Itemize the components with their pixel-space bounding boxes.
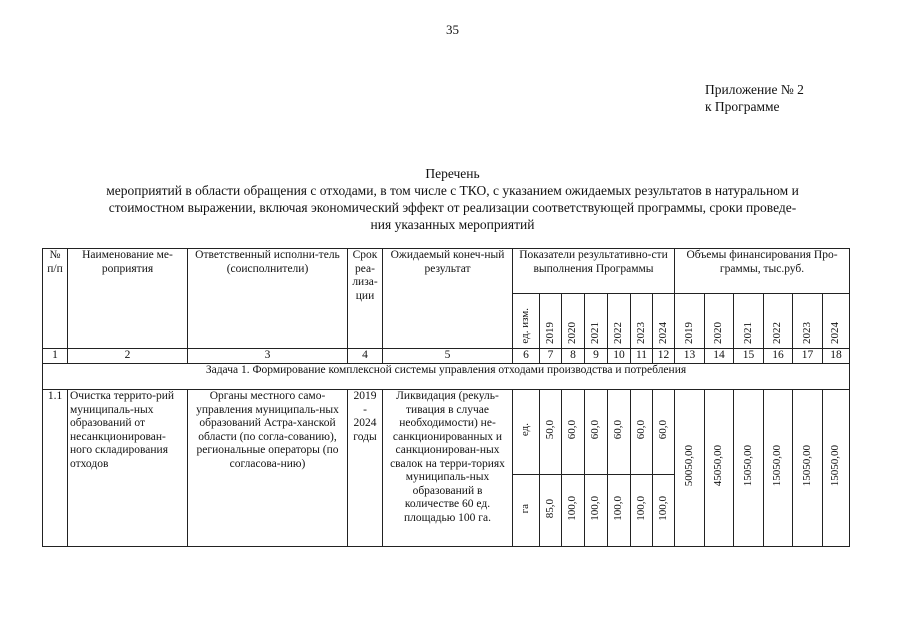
- measures-table: [42, 248, 850, 547]
- column-number: 10: [608, 349, 631, 364]
- title-line-4: ния указанных мероприятий: [370, 217, 535, 232]
- appendix-note: [705, 81, 804, 115]
- appendix-line-1: Приложение № 2: [705, 82, 804, 97]
- row-financing: 50050,00: [675, 390, 705, 547]
- header-row-1: [43, 249, 850, 294]
- row-unit-2: га: [513, 475, 540, 547]
- column-number: 13: [675, 349, 705, 364]
- title-line-2: мероприятий в области обращения с отходами, в том числе с ТКО, с указанием ожидаемых результатов в натуральном и: [106, 183, 799, 198]
- row-indicator: 50,0: [540, 390, 562, 475]
- column-number: 16: [764, 349, 793, 364]
- row-financing: 45050,00: [705, 390, 734, 547]
- row-result: Ликвидация (рекуль-тивация в случае необходимости) не-санкционированных и санкционирован-ных свалок на терри-ториях муниципаль-ных образований в количестве 60 ед. площадью 100 га.: [383, 390, 513, 547]
- header-ind-year: 2019: [540, 294, 562, 349]
- task-row: [43, 364, 850, 390]
- title-line-3: стоимостном выражении, включая экономический эффект от реализации соответствующей программы, сроки проведе-: [108, 200, 797, 215]
- appendix-line-2: к Программе: [705, 99, 780, 114]
- row-financing: 15050,00: [734, 390, 764, 547]
- header-ind-year: 2021: [585, 294, 608, 349]
- header-fin-year: 2024: [823, 294, 850, 349]
- header-unit: ед. изм.: [513, 294, 540, 349]
- column-number: 3: [188, 349, 348, 364]
- header-result: Ожидаемый конеч-ный результат: [383, 249, 513, 349]
- row-indicator: 60,0: [631, 390, 653, 475]
- column-number: 9: [585, 349, 608, 364]
- header-executor: Ответственный исполни-тель (соисполнители): [188, 249, 348, 349]
- header-ind-year: 2020: [562, 294, 585, 349]
- column-number: 7: [540, 349, 562, 364]
- column-number: 12: [653, 349, 675, 364]
- document-title: [30, 165, 875, 233]
- row-indicator: 100,0: [562, 475, 585, 547]
- row-unit-1: ед.: [513, 390, 540, 475]
- row-executor: Органы местного само-управления муниципаль-ных образований Астра-ханской области (по согла-сованию), региональные операторы (по согласова-нию): [188, 390, 348, 547]
- column-number: 18: [823, 349, 850, 364]
- row-indicator: 60,0: [608, 390, 631, 475]
- header-fin-year: 2019: [675, 294, 705, 349]
- header-fin-year: 2022: [764, 294, 793, 349]
- column-number: 5: [383, 349, 513, 364]
- row-indicator: 100,0: [608, 475, 631, 547]
- column-number: 4: [348, 349, 383, 364]
- column-number: 6: [513, 349, 540, 364]
- header-term: Срок реа-лиза-ции: [348, 249, 383, 349]
- task-title: Задача 1. Формирование комплексной системы управления отходами производства и потребления: [43, 364, 850, 390]
- column-number: 15: [734, 349, 764, 364]
- header-ind-year: 2024: [653, 294, 675, 349]
- page-number: 35: [446, 22, 459, 37]
- row-indicator: 85,0: [540, 475, 562, 547]
- row-indicator: 100,0: [653, 475, 675, 547]
- column-number: 17: [793, 349, 823, 364]
- header-fin-year: 2023: [793, 294, 823, 349]
- row-financing: 15050,00: [764, 390, 793, 547]
- column-number: 14: [705, 349, 734, 364]
- row-indicator: 60,0: [585, 390, 608, 475]
- row-financing: 15050,00: [823, 390, 850, 547]
- header-ind-year: 2023: [631, 294, 653, 349]
- column-number-row: [43, 349, 850, 364]
- row-name: Очистка террито-рий муниципаль-ных образований от несанкционирован-ного складирования отходов: [68, 390, 188, 547]
- row-number: 1.1: [43, 390, 68, 547]
- row-indicator: 100,0: [631, 475, 653, 547]
- row-term: 2019 - 2024 годы: [348, 390, 383, 547]
- column-number: 1: [43, 349, 68, 364]
- header-no: № п/п: [43, 249, 68, 349]
- header-ind-year: 2022: [608, 294, 631, 349]
- header-indicators: Показатели результативно-сти выполнения Программы: [513, 249, 675, 294]
- table-row: [43, 390, 850, 475]
- row-indicator: 60,0: [653, 390, 675, 475]
- header-name: Наименование ме-роприятия: [68, 249, 188, 349]
- row-indicator: 100,0: [585, 475, 608, 547]
- row-indicator: 60,0: [562, 390, 585, 475]
- column-number: 8: [562, 349, 585, 364]
- row-financing: 15050,00: [793, 390, 823, 547]
- column-number: 2: [68, 349, 188, 364]
- header-fin-year: 2021: [734, 294, 764, 349]
- header-fin-year: 2020: [705, 294, 734, 349]
- title-line-1: Перечень: [425, 166, 480, 181]
- header-financing: Объемы финансирования Про-граммы, тыс.руб.: [675, 249, 850, 294]
- column-number: 11: [631, 349, 653, 364]
